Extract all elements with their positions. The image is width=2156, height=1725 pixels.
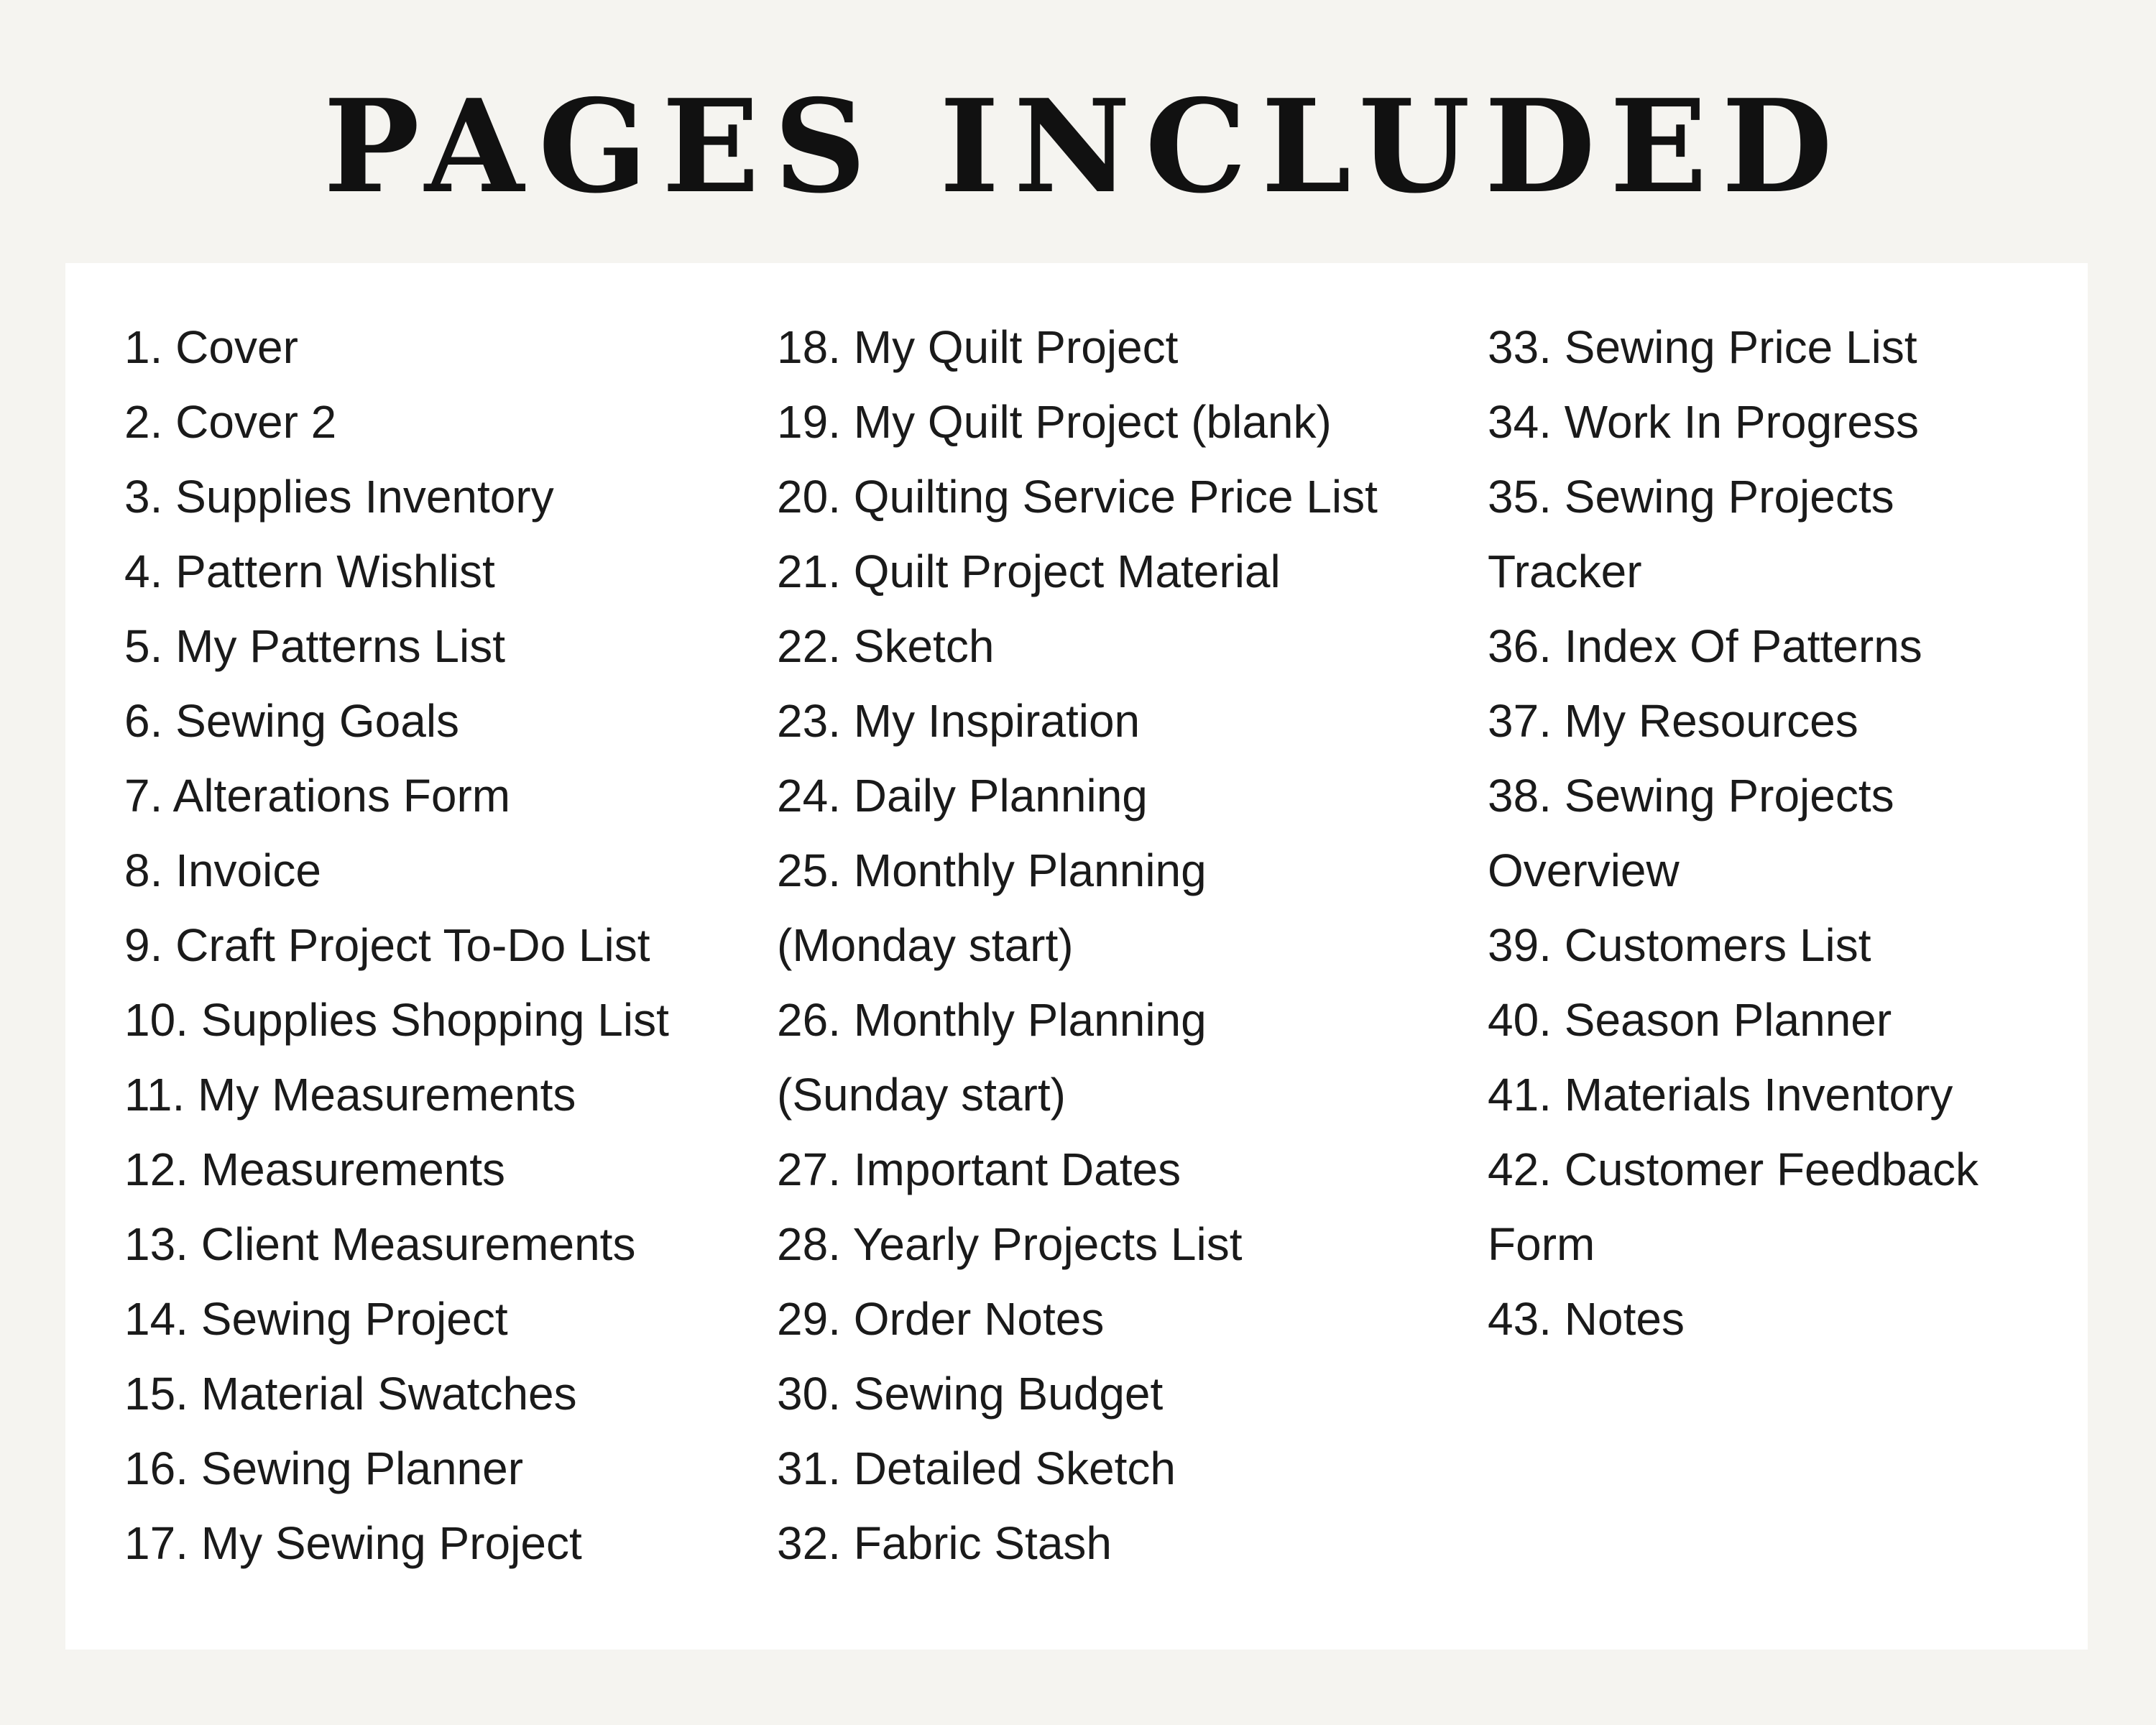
pages-column-3 bbox=[1488, 310, 2084, 1356]
list-item: 18. My Quilt Project bbox=[777, 321, 1179, 373]
list-item: 38. Sewing Projects bbox=[1488, 770, 1894, 822]
list-item: 22. Sketch bbox=[777, 620, 995, 672]
list-item-continuation: (Monday start) bbox=[777, 919, 1074, 971]
list-item: 15. Material Swatches bbox=[124, 1368, 577, 1420]
list-item: 30. Sewing Budget bbox=[777, 1368, 1164, 1420]
list-item: 4. Pattern Wishlist bbox=[124, 546, 495, 597]
list-item: 33. Sewing Price List bbox=[1488, 321, 1917, 373]
list-item: 40. Season Planner bbox=[1488, 994, 1892, 1046]
list-item: 5. My Patterns List bbox=[124, 620, 505, 672]
pages-column-2 bbox=[777, 310, 1496, 1581]
list-item: 34. Work In Progress bbox=[1488, 396, 1919, 448]
list-item: 31. Detailed Sketch bbox=[777, 1443, 1176, 1494]
list-item: 28. Yearly Projects List bbox=[777, 1218, 1243, 1270]
list-item: 1. Cover bbox=[124, 321, 298, 373]
list-item: 43. Notes bbox=[1488, 1293, 1685, 1345]
list-item: 7. Alterations Form bbox=[124, 770, 511, 822]
list-item: 23. My Inspiration bbox=[777, 695, 1141, 747]
list-item: 35. Sewing Projects bbox=[1488, 471, 1894, 523]
list-item: 19. My Quilt Project (blank) bbox=[777, 396, 1332, 448]
list-item: 39. Customers List bbox=[1488, 919, 1871, 971]
list-item: 12. Measurements bbox=[124, 1144, 506, 1195]
list-item: 17. My Sewing Project bbox=[124, 1517, 582, 1569]
list-item: 42. Customer Feedback bbox=[1488, 1144, 1978, 1195]
list-item: 36. Index Of Patterns bbox=[1488, 620, 1922, 672]
list-item: 32. Fabric Stash bbox=[777, 1517, 1112, 1569]
list-item: 21. Quilt Project Material bbox=[777, 546, 1281, 597]
list-item-continuation: (Sunday start) bbox=[777, 1069, 1066, 1121]
list-item: 9. Craft Project To-Do List bbox=[124, 919, 650, 971]
list-item: 14. Sewing Project bbox=[124, 1293, 508, 1345]
list-item-continuation: Tracker bbox=[1488, 546, 1642, 597]
list-item: 26. Monthly Planning bbox=[777, 994, 1207, 1046]
list-item: 16. Sewing Planner bbox=[124, 1443, 524, 1494]
list-item-continuation: Overview bbox=[1488, 845, 1680, 896]
pages-list-card bbox=[65, 263, 2088, 1650]
list-item: 20. Quilting Service Price List bbox=[777, 471, 1378, 523]
list-item: 25. Monthly Planning bbox=[777, 845, 1207, 896]
list-item: 11. My Measurements bbox=[124, 1069, 576, 1121]
list-item: 29. Order Notes bbox=[777, 1293, 1105, 1345]
list-item: 2. Cover 2 bbox=[124, 396, 337, 448]
list-item: 37. My Resources bbox=[1488, 695, 1858, 747]
list-item: 8. Invoice bbox=[124, 845, 321, 896]
list-item-continuation: Form bbox=[1488, 1218, 1595, 1270]
list-item: 13. Client Measurements bbox=[124, 1218, 636, 1270]
list-item: 10. Supplies Shopping List bbox=[124, 994, 669, 1046]
list-item: 3. Supplies Inventory bbox=[124, 471, 554, 523]
page-title: PAGES INCLUDED bbox=[323, 71, 1847, 221]
list-item: 24. Daily Planning bbox=[777, 770, 1148, 822]
list-item: 6. Sewing Goals bbox=[124, 695, 460, 747]
list-item: 27. Important Dates bbox=[777, 1144, 1181, 1195]
list-item: 41. Materials Inventory bbox=[1488, 1069, 1953, 1121]
pages-column-1 bbox=[124, 310, 764, 1581]
